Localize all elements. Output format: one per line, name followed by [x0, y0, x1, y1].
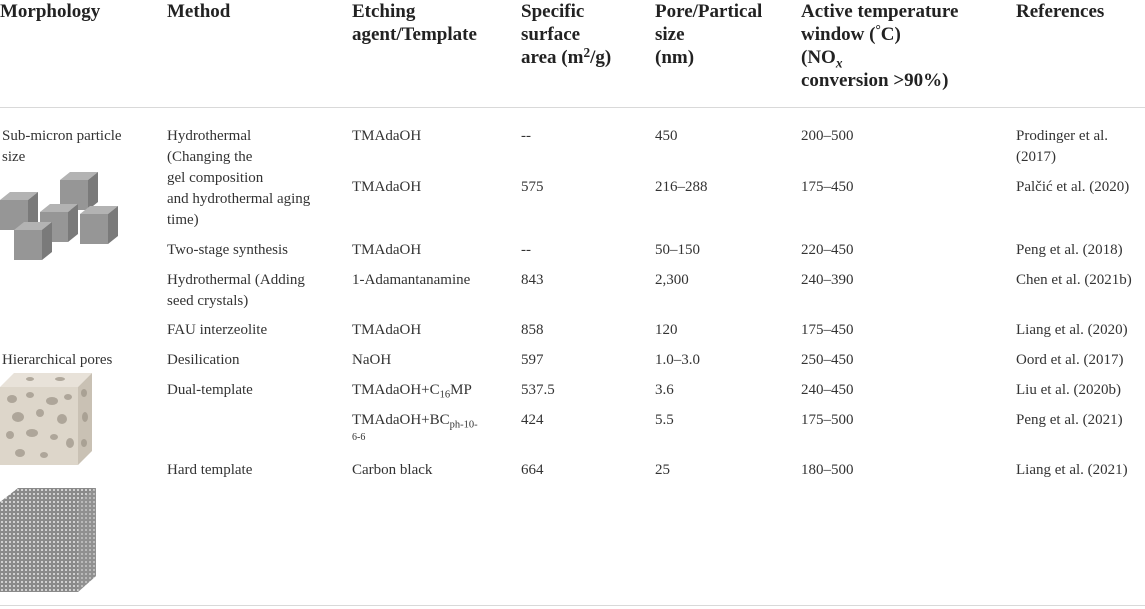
header-morphology: Morphology	[0, 1, 101, 22]
area-cell: 537.5	[521, 382, 555, 398]
header-pore-size	[655, 0, 762, 69]
header-temp-line1: Active temperature	[801, 1, 959, 22]
agent-cell: TMAdaOH	[352, 179, 422, 195]
window-cell: 175–500	[801, 412, 854, 428]
method-fau-interzeolite: FAU interzeolite	[167, 322, 268, 338]
area-cell: 575	[521, 179, 544, 195]
header-pore-line2: size	[655, 24, 685, 45]
method-hydrothermal-gel: Hydrothermal (Changing the gel composition and hydrothermal aging time)	[167, 128, 311, 228]
size-cell: 2,300	[655, 272, 689, 288]
area-cell: 424	[521, 412, 544, 428]
header-temp-line3: ($NO_x$	[801, 47, 843, 71]
area-cell: 597	[521, 352, 544, 368]
header-etching-line2: agent/Template	[352, 24, 477, 45]
method-desilication: Desilication	[167, 352, 240, 368]
agent-cell: $TMAdaOH+BC_{ph-10-}$ 6-6	[352, 412, 478, 443]
reference-cell: Peng et al. (2021)	[1016, 412, 1123, 428]
window-cell: 180–500	[801, 462, 854, 478]
size-cell: 450	[655, 128, 678, 144]
area-cell: --	[521, 128, 531, 144]
agent-cell: 1-Adamantanamine	[352, 272, 471, 288]
window-cell: 240–450	[801, 382, 854, 398]
window-cell: 175–450	[801, 322, 854, 338]
size-cell: 1.0–3.0	[655, 352, 700, 368]
reference-cell: Liu et al. (2020b)	[1016, 382, 1121, 398]
window-cell: 240–390	[801, 272, 854, 288]
reference-cell: Prodinger et al. (2017)	[1016, 128, 1109, 165]
morphology-sub-micron: Sub-micron particle size	[2, 128, 122, 165]
header-specific-surface-area	[521, 0, 611, 69]
reference-cell: Peng et al. (2018)	[1016, 242, 1123, 258]
size-cell: 25	[655, 462, 670, 478]
size-cell: 50–150	[655, 242, 700, 258]
morphology-hierarchical: Hierarchical pores	[2, 352, 113, 368]
area-cell: 843	[521, 272, 544, 288]
templated-cube-image	[0, 488, 96, 594]
area-cell: 858	[521, 322, 544, 338]
header-ssa-line3: area $(m^2/g)$	[521, 45, 612, 68]
agent-cell: $TMAdaOH+C_{16}MP$	[352, 382, 472, 401]
cube-cluster-image	[0, 170, 130, 262]
reference-cell: Palčić et al. (2020)	[1016, 179, 1130, 195]
footer-rule	[0, 605, 1145, 606]
method-hydrothermal-seed: Hydrothermal (Adding seed crystals)	[167, 272, 305, 309]
agent-cell: NaOH	[352, 352, 392, 368]
header-method: Method	[167, 1, 231, 22]
agent-cell: TMAdaOH	[352, 242, 422, 258]
reference-cell: Liang et al. (2021)	[1016, 462, 1128, 478]
method-two-stage: Two-stage synthesis	[167, 242, 289, 258]
header-references: References	[1016, 1, 1105, 22]
header-temperature-window	[801, 0, 958, 92]
size-cell: 5.5	[655, 412, 674, 428]
header-etching-agent	[352, 0, 477, 46]
area-cell: 664	[521, 462, 544, 478]
reference-cell: Oord et al. (2017)	[1016, 352, 1124, 368]
size-cell: 216–288	[655, 179, 708, 195]
area-cell: --	[521, 242, 531, 258]
header-temp-line2: window (°C)	[801, 22, 901, 45]
method-dual-template: Dual-template	[167, 382, 253, 398]
agent-cell: TMAdaOH	[352, 322, 422, 338]
size-cell: 120	[655, 322, 678, 338]
header-ssa-line1: Specific	[521, 1, 585, 22]
reference-cell: Chen et al. (2021b)	[1016, 272, 1132, 288]
window-cell: 200–500	[801, 128, 854, 144]
header-etching-line1: Etching	[352, 1, 416, 22]
header-rule	[0, 107, 1145, 108]
method-hard-template: Hard template	[167, 462, 253, 478]
window-cell: 220–450	[801, 242, 854, 258]
agent-cell: TMAdaOH	[352, 128, 422, 144]
window-cell: 250–450	[801, 352, 854, 368]
header-temp-line4: conversion >90%)	[801, 70, 949, 91]
porous-cube-image	[0, 373, 92, 465]
window-cell: 175–450	[801, 179, 854, 195]
reference-cell: Liang et al. (2020)	[1016, 322, 1128, 338]
agent-cell: Carbon black	[352, 462, 433, 478]
header-pore-line1: Pore/Partical	[655, 1, 763, 22]
header-ssa-line2: surface	[521, 24, 581, 45]
header-pore-line3: (nm)	[655, 47, 695, 68]
size-cell: 3.6	[655, 382, 674, 398]
